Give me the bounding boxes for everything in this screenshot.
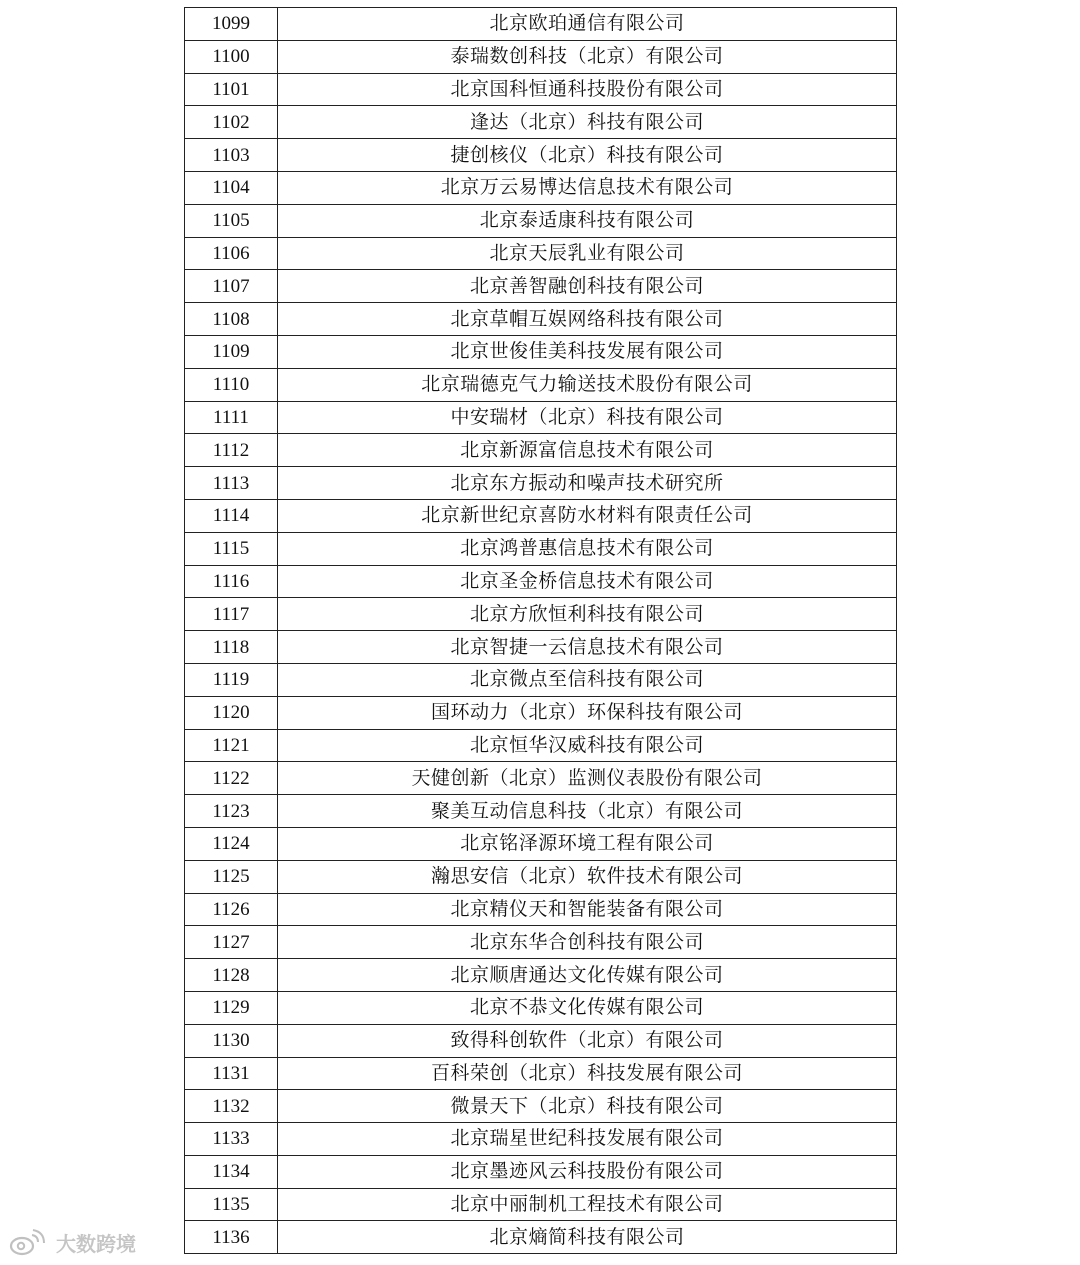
row-number-cell: 1120: [185, 696, 278, 729]
company-name-cell: 北京精仪天和智能装备有限公司: [278, 893, 897, 926]
row-number-cell: 1134: [185, 1155, 278, 1188]
table-row: [185, 532, 897, 565]
table-row: [185, 795, 897, 828]
table-row: [185, 696, 897, 729]
company-list-sheet: [184, 7, 896, 1254]
table-row: [185, 631, 897, 664]
company-name-cell: 北京瑞星世纪科技发展有限公司: [278, 1123, 897, 1156]
company-name-cell: 北京鸿普惠信息技术有限公司: [278, 532, 897, 565]
company-name-cell: 逢达（北京）科技有限公司: [278, 106, 897, 139]
company-name-cell: 北京瑞德克气力输送技术股份有限公司: [278, 368, 897, 401]
company-name-cell: 北京熵简科技有限公司: [278, 1221, 897, 1254]
company-name-cell: 天健创新（北京）监测仪表股份有限公司: [278, 762, 897, 795]
company-table-body: [185, 8, 897, 1254]
table-row: [185, 860, 897, 893]
row-number-cell: 1110: [185, 368, 278, 401]
row-number-cell: 1124: [185, 827, 278, 860]
row-number-cell: 1131: [185, 1057, 278, 1090]
company-name-cell: 致得科创软件（北京）有限公司: [278, 1024, 897, 1057]
row-number-cell: 1121: [185, 729, 278, 762]
table-row: [185, 598, 897, 631]
row-number-cell: 1102: [185, 106, 278, 139]
table-row: [185, 499, 897, 532]
table-row: [185, 926, 897, 959]
table-row: [185, 1123, 897, 1156]
company-name-cell: 中安瑞材（北京）科技有限公司: [278, 401, 897, 434]
row-number-cell: 1119: [185, 663, 278, 696]
table-row: [185, 467, 897, 500]
row-number-cell: 1126: [185, 893, 278, 926]
table-row: [185, 434, 897, 467]
table-row: [185, 335, 897, 368]
watermark: [8, 1228, 136, 1257]
company-name-cell: 北京新源富信息技术有限公司: [278, 434, 897, 467]
company-name-cell: 捷创核仪（北京）科技有限公司: [278, 139, 897, 172]
company-name-cell: 北京泰适康科技有限公司: [278, 204, 897, 237]
row-number-cell: 1105: [185, 204, 278, 237]
weibo-logo-icon: [8, 1229, 52, 1257]
row-number-cell: 1103: [185, 139, 278, 172]
row-number-cell: 1113: [185, 467, 278, 500]
row-number-cell: 1112: [185, 434, 278, 467]
company-name-cell: 北京方欣恒利科技有限公司: [278, 598, 897, 631]
table-row: [185, 991, 897, 1024]
company-name-cell: 泰瑞数创科技（北京）有限公司: [278, 40, 897, 73]
company-name-cell: 北京万云易博达信息技术有限公司: [278, 171, 897, 204]
row-number-cell: 1117: [185, 598, 278, 631]
company-name-cell: 北京国科恒通科技股份有限公司: [278, 73, 897, 106]
row-number-cell: 1101: [185, 73, 278, 106]
table-row: [185, 827, 897, 860]
company-table: [184, 7, 897, 1254]
table-row: [185, 73, 897, 106]
company-name-cell: 微景天下（北京）科技有限公司: [278, 1090, 897, 1123]
table-row: [185, 663, 897, 696]
row-number-cell: 1136: [185, 1221, 278, 1254]
row-number-cell: 1133: [185, 1123, 278, 1156]
table-row: [185, 40, 897, 73]
watermark-text: 大数跨境: [56, 1232, 136, 1256]
row-number-cell: 1106: [185, 237, 278, 270]
company-name-cell: 北京新世纪京喜防水材料有限责任公司: [278, 499, 897, 532]
company-name-cell: 百科荣创（北京）科技发展有限公司: [278, 1057, 897, 1090]
row-number-cell: 1104: [185, 171, 278, 204]
table-row: [185, 1057, 897, 1090]
row-number-cell: 1123: [185, 795, 278, 828]
row-number-cell: 1130: [185, 1024, 278, 1057]
table-row: [185, 303, 897, 336]
company-name-cell: 北京恒华汉威科技有限公司: [278, 729, 897, 762]
table-row: [185, 1221, 897, 1254]
company-name-cell: 北京铭泽源环境工程有限公司: [278, 827, 897, 860]
row-number-cell: 1118: [185, 631, 278, 664]
table-row: [185, 959, 897, 992]
company-name-cell: 国环动力（北京）环保科技有限公司: [278, 696, 897, 729]
company-name-cell: 北京智捷一云信息技术有限公司: [278, 631, 897, 664]
table-row: [185, 204, 897, 237]
table-row: [185, 1024, 897, 1057]
company-name-cell: 瀚思安信（北京）软件技术有限公司: [278, 860, 897, 893]
company-name-cell: 北京天辰乳业有限公司: [278, 237, 897, 270]
table-row: [185, 237, 897, 270]
row-number-cell: 1111: [185, 401, 278, 434]
table-row: [185, 565, 897, 598]
company-name-cell: 北京东华合创科技有限公司: [278, 926, 897, 959]
table-row: [185, 270, 897, 303]
table-row: [185, 8, 897, 41]
row-number-cell: 1114: [185, 499, 278, 532]
table-row: [185, 729, 897, 762]
company-name-cell: 北京不恭文化传媒有限公司: [278, 991, 897, 1024]
company-name-cell: 北京草帽互娱网络科技有限公司: [278, 303, 897, 336]
row-number-cell: 1108: [185, 303, 278, 336]
table-row: [185, 401, 897, 434]
company-name-cell: 北京东方振动和噪声技术研究所: [278, 467, 897, 500]
company-name-cell: 北京圣金桥信息技术有限公司: [278, 565, 897, 598]
row-number-cell: 1100: [185, 40, 278, 73]
company-name-cell: 北京墨迹风云科技股份有限公司: [278, 1155, 897, 1188]
table-row: [185, 171, 897, 204]
row-number-cell: 1107: [185, 270, 278, 303]
company-name-cell: 聚美互动信息科技（北京）有限公司: [278, 795, 897, 828]
company-name-cell: 北京世俊佳美科技发展有限公司: [278, 335, 897, 368]
company-name-cell: 北京微点至信科技有限公司: [278, 663, 897, 696]
table-row: [185, 368, 897, 401]
row-number-cell: 1109: [185, 335, 278, 368]
row-number-cell: 1135: [185, 1188, 278, 1221]
row-number-cell: 1128: [185, 959, 278, 992]
table-row: [185, 1188, 897, 1221]
company-name-cell: 北京善智融创科技有限公司: [278, 270, 897, 303]
company-name-cell: 北京欧珀通信有限公司: [278, 8, 897, 41]
table-row: [185, 139, 897, 172]
company-name-cell: 北京中丽制机工程技术有限公司: [278, 1188, 897, 1221]
table-row: [185, 893, 897, 926]
row-number-cell: 1099: [185, 8, 278, 41]
row-number-cell: 1129: [185, 991, 278, 1024]
table-row: [185, 1155, 897, 1188]
table-row: [185, 762, 897, 795]
row-number-cell: 1116: [185, 565, 278, 598]
row-number-cell: 1125: [185, 860, 278, 893]
table-row: [185, 106, 897, 139]
row-number-cell: 1132: [185, 1090, 278, 1123]
row-number-cell: 1127: [185, 926, 278, 959]
row-number-cell: 1122: [185, 762, 278, 795]
company-name-cell: 北京顺唐通达文化传媒有限公司: [278, 959, 897, 992]
table-row: [185, 1090, 897, 1123]
row-number-cell: 1115: [185, 532, 278, 565]
